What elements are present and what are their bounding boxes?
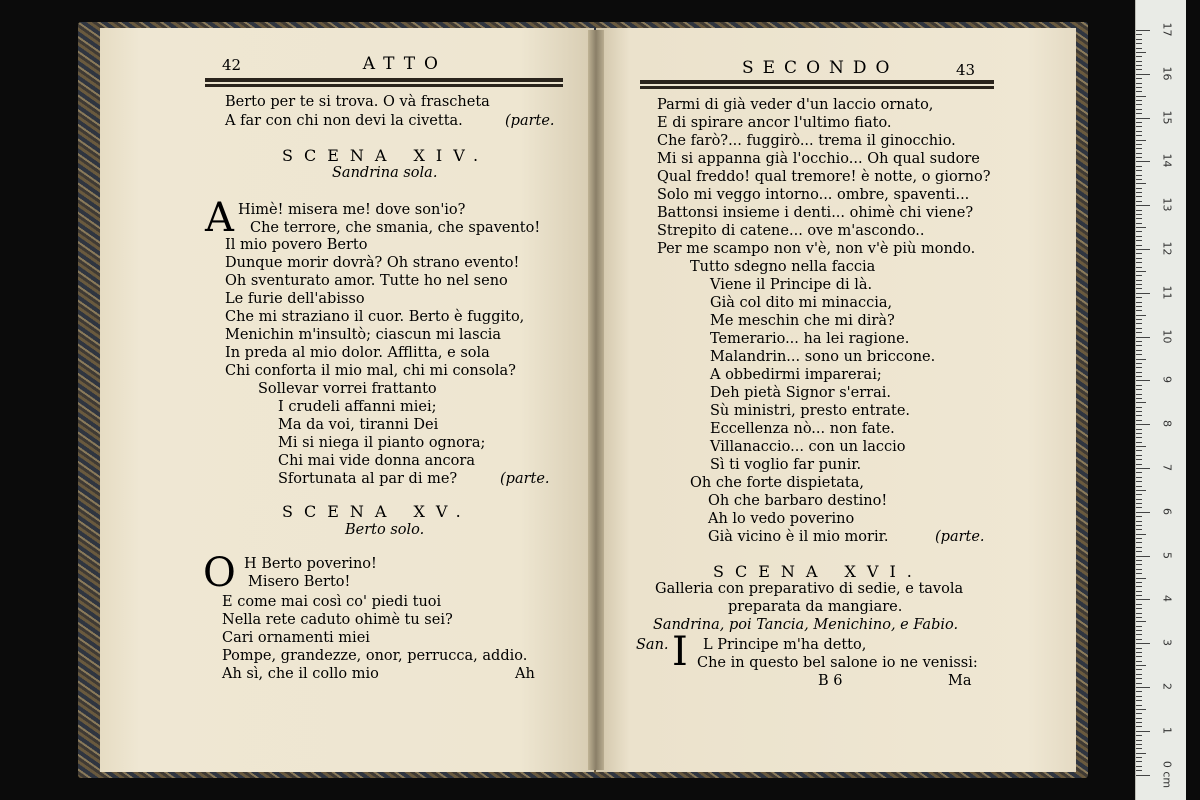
ruler-tick	[1136, 183, 1146, 184]
ruler-tick	[1136, 100, 1142, 101]
ruler-tick	[1136, 109, 1142, 110]
text-line: Menichin m'insultò; ciascun mi lascia	[225, 327, 502, 343]
ruler-tick	[1136, 521, 1142, 522]
ruler-tick	[1136, 652, 1142, 653]
text-line: Berto per te si trova. O và frascheta	[225, 94, 490, 110]
ruler-tick	[1136, 753, 1146, 754]
ruler-tick	[1136, 153, 1142, 154]
ruler-tick	[1136, 529, 1142, 530]
ruler-tick	[1136, 245, 1142, 246]
ruler-tick	[1136, 258, 1142, 259]
ruler-tick	[1136, 267, 1142, 268]
ruler-tick	[1136, 621, 1146, 622]
scene-16-setting: Galleria con preparativo di sedie, e tavola	[655, 581, 964, 597]
ruler-tick	[1136, 161, 1150, 162]
ruler-tick	[1136, 542, 1142, 543]
ruler-tick	[1136, 678, 1142, 679]
ruler-tick	[1136, 582, 1142, 583]
ruler-tick	[1136, 591, 1142, 592]
ruler-tick	[1136, 490, 1146, 491]
text-line: Che terrore, che smania, che spavento!	[250, 220, 541, 236]
ruler-tick	[1136, 450, 1142, 451]
ruler-tick	[1136, 262, 1142, 263]
ruler-tick	[1136, 288, 1142, 289]
ruler-tick	[1136, 766, 1142, 767]
scene-16-dropcap: I	[672, 629, 688, 675]
text-line: Chi mai vide donna ancora	[278, 453, 475, 469]
ruler-tick	[1136, 564, 1142, 565]
ruler-tick	[1136, 429, 1142, 430]
ruler-tick	[1136, 709, 1146, 710]
ruler-tick	[1136, 674, 1142, 675]
left-header-rule	[205, 78, 563, 84]
text-line: Villanaccio... con un laccio	[710, 439, 906, 455]
ruler-tick	[1136, 595, 1142, 596]
ruler-tick	[1136, 481, 1142, 482]
ruler-tick	[1136, 175, 1142, 176]
ruler-tick	[1136, 319, 1142, 320]
ruler-tick	[1136, 144, 1142, 145]
ruler-tick	[1136, 214, 1142, 215]
ruler-label: 4	[1160, 595, 1174, 603]
ruler-tick	[1136, 468, 1150, 469]
right-header-rule	[640, 80, 994, 86]
ruler-tick	[1136, 135, 1142, 136]
ruler-label: 5	[1160, 551, 1174, 559]
ruler-label: 7	[1160, 464, 1174, 471]
ruler-tick	[1136, 87, 1142, 88]
text-line: Mi si appanna già l'occhio... Oh qual sudore	[657, 151, 980, 167]
ruler-tick	[1136, 687, 1150, 688]
ruler-tick	[1136, 253, 1142, 254]
text-line: Pompe, grandezze, onor, perrucca, addio.	[222, 648, 528, 664]
catchword: Ah	[515, 666, 535, 682]
ruler-tick	[1136, 494, 1142, 495]
ruler-tick	[1136, 337, 1150, 338]
ruler-tick	[1136, 691, 1142, 692]
ruler-tick	[1136, 604, 1142, 605]
ruler-tick	[1136, 74, 1150, 75]
ruler-tick	[1136, 547, 1142, 548]
ruler-tick	[1136, 113, 1142, 114]
scene-16-characters: Sandrina, poi Tancia, Menichino, e Fabio.	[653, 617, 959, 633]
ruler-tick	[1136, 284, 1142, 285]
signature-mark: B 6	[818, 673, 843, 689]
text-line: Me meschin che mi dirà?	[710, 313, 895, 329]
ruler-tick	[1136, 148, 1142, 149]
ruler-label: 6	[1160, 507, 1174, 515]
text-line: Chi conforta il mio mal, chi mi consola?	[225, 363, 516, 379]
text-line: Battonsi insieme i denti... ohimè chi viene?	[657, 205, 974, 221]
text-line: Parmi di già veder d'un laccio ornato,	[657, 97, 934, 113]
ruler-tick	[1136, 407, 1142, 408]
ruler-tick	[1136, 630, 1142, 631]
ruler-tick	[1136, 713, 1142, 714]
ruler-tick	[1136, 205, 1150, 206]
ruler-tick	[1136, 65, 1142, 66]
ruler-label: 1	[1160, 726, 1174, 734]
text-line: Che farò?... fuggirò... trema il ginocchio.	[657, 133, 956, 149]
ruler-tick	[1136, 332, 1142, 333]
ruler-tick	[1136, 626, 1142, 627]
ruler-tick	[1136, 323, 1142, 324]
ruler-label: 8	[1160, 420, 1174, 428]
text-line: Temerario... ha lei ragione.	[710, 331, 910, 347]
ruler-tick	[1136, 433, 1142, 434]
left-page-number: 42	[222, 56, 242, 74]
ruler-tick	[1136, 551, 1142, 552]
ruler-tick	[1136, 302, 1142, 303]
text-line: Himè! misera me! dove son'io?	[238, 202, 466, 218]
ruler-tick	[1136, 96, 1146, 97]
text-line: Tutto sdegno nella faccia	[690, 259, 876, 275]
ruler-tick	[1136, 573, 1142, 574]
ruler-tick	[1136, 249, 1150, 250]
scene-15-subtitle: Berto solo.	[345, 522, 425, 538]
text-line: Le furie dell'abisso	[225, 291, 365, 307]
text-line: Eccellenza nò... non fate.	[710, 421, 895, 437]
ruler-tick	[1136, 464, 1142, 465]
scene-14-subtitle: Sandrina sola.	[332, 165, 438, 181]
ruler-tick	[1136, 354, 1142, 355]
text-line: Sì ti voglio far punir.	[710, 457, 862, 473]
ruler-tick	[1136, 380, 1150, 381]
text-line: Qual freddo! qual tremore! è notte, o giorno?	[657, 169, 991, 185]
ruler-tick	[1136, 757, 1142, 758]
ruler-tick	[1136, 140, 1146, 141]
text-line: Nella rete caduto ohimè tu sei?	[222, 612, 453, 628]
text-line: Strepito di catene... ove m'ascondo..	[657, 223, 925, 239]
text-line: Ah sì, che il collo mio	[222, 666, 379, 682]
ruler-tick	[1136, 359, 1146, 360]
ruler-tick	[1136, 639, 1142, 640]
ruler-label: 13	[1160, 197, 1174, 212]
ruler-tick	[1136, 179, 1142, 180]
ruler-tick	[1136, 341, 1142, 342]
text-line: Viene il Principe di là.	[710, 277, 873, 293]
text-line: Sollevar vorrei frattanto	[258, 381, 437, 397]
ruler-tick	[1136, 69, 1142, 70]
ruler-tick	[1136, 271, 1146, 272]
scene-14-dropcap: A	[205, 195, 234, 241]
ruler-tick	[1136, 512, 1150, 513]
ruler-tick	[1136, 661, 1142, 662]
ruler-tick	[1136, 761, 1142, 762]
catchword: Ma	[948, 673, 972, 689]
text-line: Misero Berto!	[248, 574, 351, 590]
text-line: H Berto poverino!	[244, 556, 377, 572]
ruler-tick	[1136, 39, 1142, 40]
right-page-number: 43	[956, 61, 976, 79]
text-line: Il mio povero Berto	[225, 237, 368, 253]
ruler-tick	[1136, 665, 1146, 666]
ruler-label: 9	[1160, 376, 1174, 384]
ruler-tick	[1136, 735, 1142, 736]
book-gutter	[588, 30, 604, 770]
text-line: Che mi straziano il cuor. Berto è fuggito,	[225, 309, 525, 325]
ruler-tick	[1136, 578, 1146, 579]
ruler-tick	[1136, 525, 1142, 526]
ruler-tick	[1136, 648, 1142, 649]
ruler-tick	[1136, 122, 1142, 123]
ruler-tick	[1136, 770, 1142, 771]
text-line: In preda al mio dolor. Afflitta, e sola	[225, 345, 490, 361]
ruler-label: 2	[1160, 683, 1174, 690]
ruler-tick	[1136, 599, 1150, 600]
ruler-label: 14	[1160, 153, 1174, 168]
ruler-tick	[1136, 472, 1142, 473]
ruler-tick	[1136, 48, 1142, 49]
ruler-tick	[1136, 52, 1146, 53]
ruler-tick	[1136, 586, 1142, 587]
ruler-tick	[1136, 775, 1150, 776]
ruler-tick	[1136, 385, 1142, 386]
ruler-tick	[1136, 617, 1142, 618]
text-line: Solo mi veggo intorno... ombre, spaventi...	[657, 187, 970, 203]
text-line: Deh pietà Signor s'errai.	[710, 385, 891, 401]
ruler-tick	[1136, 446, 1146, 447]
stage-direction-exit: (parte.	[505, 113, 555, 129]
text-line: Oh sventurato amor. Tutte ho nel seno	[225, 273, 508, 289]
ruler-tick	[1136, 240, 1142, 241]
ruler-tick	[1136, 157, 1142, 158]
text-line: Mi si niega il pianto ognora;	[278, 435, 486, 451]
ruler-tick	[1136, 104, 1142, 105]
stage-direction-exit: (parte.	[500, 471, 550, 487]
left-running-head: ATTO	[362, 54, 447, 74]
scene-16-heading: SCENA XVI.	[713, 562, 923, 581]
ruler-tick	[1136, 534, 1146, 535]
ruler-label: 16	[1160, 66, 1174, 81]
ruler-tick	[1136, 61, 1142, 62]
ruler-tick	[1136, 389, 1142, 390]
text-line: Sù ministri, presto entrate.	[710, 403, 911, 419]
ruler-label: 12	[1160, 241, 1174, 256]
ruler-tick	[1136, 34, 1142, 35]
ruler-label: 11	[1160, 285, 1174, 300]
ruler-tick	[1136, 310, 1142, 311]
text-line: Oh che barbaro destino!	[708, 493, 888, 509]
ruler-tick	[1136, 634, 1142, 635]
text-line: E di spirare ancor l'ultimo fiato.	[657, 115, 892, 131]
ruler-tick	[1136, 78, 1142, 79]
right-running-head: SECONDO	[742, 58, 899, 78]
ruler-tick	[1136, 126, 1142, 127]
scene-16-setting: preparata da mangiare.	[728, 599, 903, 615]
ruler-tick	[1136, 411, 1142, 412]
text-line: Già vicino è il mio morir.	[708, 529, 889, 545]
ruler-tick	[1136, 538, 1142, 539]
ruler-tick	[1136, 363, 1142, 364]
ruler-tick	[1136, 569, 1142, 570]
ruler-tick	[1136, 201, 1142, 202]
ruler-label: 0 cm	[1160, 760, 1174, 788]
ruler-tick	[1136, 424, 1150, 425]
ruler-tick	[1136, 748, 1142, 749]
ruler-tick	[1136, 192, 1142, 193]
ruler-tick	[1136, 91, 1142, 92]
ruler-label: 10	[1160, 329, 1174, 344]
ruler-tick	[1136, 350, 1142, 351]
ruler-tick	[1136, 306, 1142, 307]
text-line: I crudeli affanni miei;	[278, 399, 437, 415]
ruler-label: 17	[1160, 22, 1174, 37]
ruler-tick	[1136, 56, 1142, 57]
ruler-label: 15	[1160, 110, 1174, 125]
ruler-tick	[1136, 415, 1142, 416]
ruler-tick	[1136, 328, 1142, 329]
ruler-tick	[1136, 731, 1150, 732]
ruler-tick	[1136, 700, 1142, 701]
text-line: A far con chi non devi la civetta.	[225, 113, 463, 129]
text-line: Ah lo vedo poverino	[708, 511, 855, 527]
ruler-tick	[1136, 556, 1150, 557]
ruler-tick	[1136, 459, 1142, 460]
ruler-tick	[1136, 83, 1142, 84]
ruler-tick	[1136, 315, 1146, 316]
ruler-tick	[1136, 696, 1142, 697]
ruler-tick	[1136, 744, 1142, 745]
ruler-tick	[1136, 210, 1142, 211]
scene-14-heading: SCENA XIV.	[282, 146, 490, 165]
ruler-tick	[1136, 218, 1142, 219]
ruler-tick	[1136, 516, 1142, 517]
ruler-tick	[1136, 503, 1142, 504]
ruler-tick	[1136, 170, 1142, 171]
ruler-tick	[1136, 166, 1142, 167]
ruler-tick	[1136, 656, 1142, 657]
text-line: Oh che forte dispietata,	[690, 475, 864, 491]
ruler-tick	[1136, 442, 1142, 443]
ruler-tick	[1136, 223, 1142, 224]
ruler-tick	[1136, 613, 1142, 614]
ruler-tick	[1136, 30, 1150, 31]
text-line: Che in questo bel salone io ne venissi:	[697, 655, 978, 671]
ruler-tick	[1136, 275, 1142, 276]
ruler-tick	[1136, 477, 1142, 478]
text-line: E come mai così co' piedi tuoi	[222, 594, 442, 610]
text-line: Cari ornamenti miei	[222, 630, 370, 646]
ruler-tick	[1136, 43, 1142, 44]
ruler-tick	[1136, 227, 1146, 228]
text-line: Sfortunata al par di me?	[278, 471, 458, 487]
ruler-tick	[1136, 398, 1142, 399]
ruler-tick	[1136, 118, 1150, 119]
ruler-tick	[1136, 560, 1142, 561]
text-line: L Principe m'ha detto,	[703, 637, 867, 653]
ruler-tick	[1136, 196, 1142, 197]
stage-direction-exit: (parte.	[935, 529, 985, 545]
ruler-tick	[1136, 499, 1142, 500]
ruler-tick	[1136, 437, 1142, 438]
ruler-tick	[1136, 608, 1142, 609]
ruler-tick	[1136, 486, 1142, 487]
measurement-ruler	[1135, 0, 1186, 800]
scene-15-heading: SCENA XV.	[282, 502, 472, 521]
ruler-tick	[1136, 293, 1150, 294]
ruler-tick	[1136, 131, 1142, 132]
text-line: Per me scampo non v'è, non v'è più mondo.	[657, 241, 976, 257]
ruler-tick	[1136, 420, 1142, 421]
ruler-tick	[1136, 726, 1142, 727]
ruler-label: 3	[1160, 639, 1174, 647]
ruler-tick	[1136, 402, 1146, 403]
ruler-tick	[1136, 376, 1142, 377]
ruler-tick	[1136, 345, 1142, 346]
ruler-tick	[1136, 394, 1142, 395]
ruler-tick	[1136, 705, 1142, 706]
ruler-tick	[1136, 643, 1150, 644]
text-line: Dunque morir dovrà? Oh strano evento!	[225, 255, 520, 271]
ruler-tick	[1136, 722, 1142, 723]
text-line: Già col dito mi minaccia,	[710, 295, 893, 311]
scene-15-dropcap: O	[203, 550, 236, 596]
ruler-tick	[1136, 280, 1142, 281]
ruler-tick	[1136, 455, 1142, 456]
ruler-tick	[1136, 231, 1142, 232]
ruler-tick	[1136, 297, 1142, 298]
text-line: Ma da voi, tiranni Dei	[278, 417, 439, 433]
ruler-tick	[1136, 683, 1142, 684]
ruler-tick	[1136, 367, 1142, 368]
ruler-tick	[1136, 740, 1142, 741]
ruler-tick	[1136, 507, 1142, 508]
ruler-tick	[1136, 718, 1142, 719]
text-line: Malandrin... sono un briccone.	[710, 349, 936, 365]
ruler-tick	[1136, 372, 1142, 373]
ruler-tick	[1136, 236, 1142, 237]
text-line: A obbedirmi imparerai;	[710, 367, 882, 383]
ruler-tick	[1136, 188, 1142, 189]
speaker-name: San.	[636, 637, 669, 653]
ruler-tick	[1136, 669, 1142, 670]
